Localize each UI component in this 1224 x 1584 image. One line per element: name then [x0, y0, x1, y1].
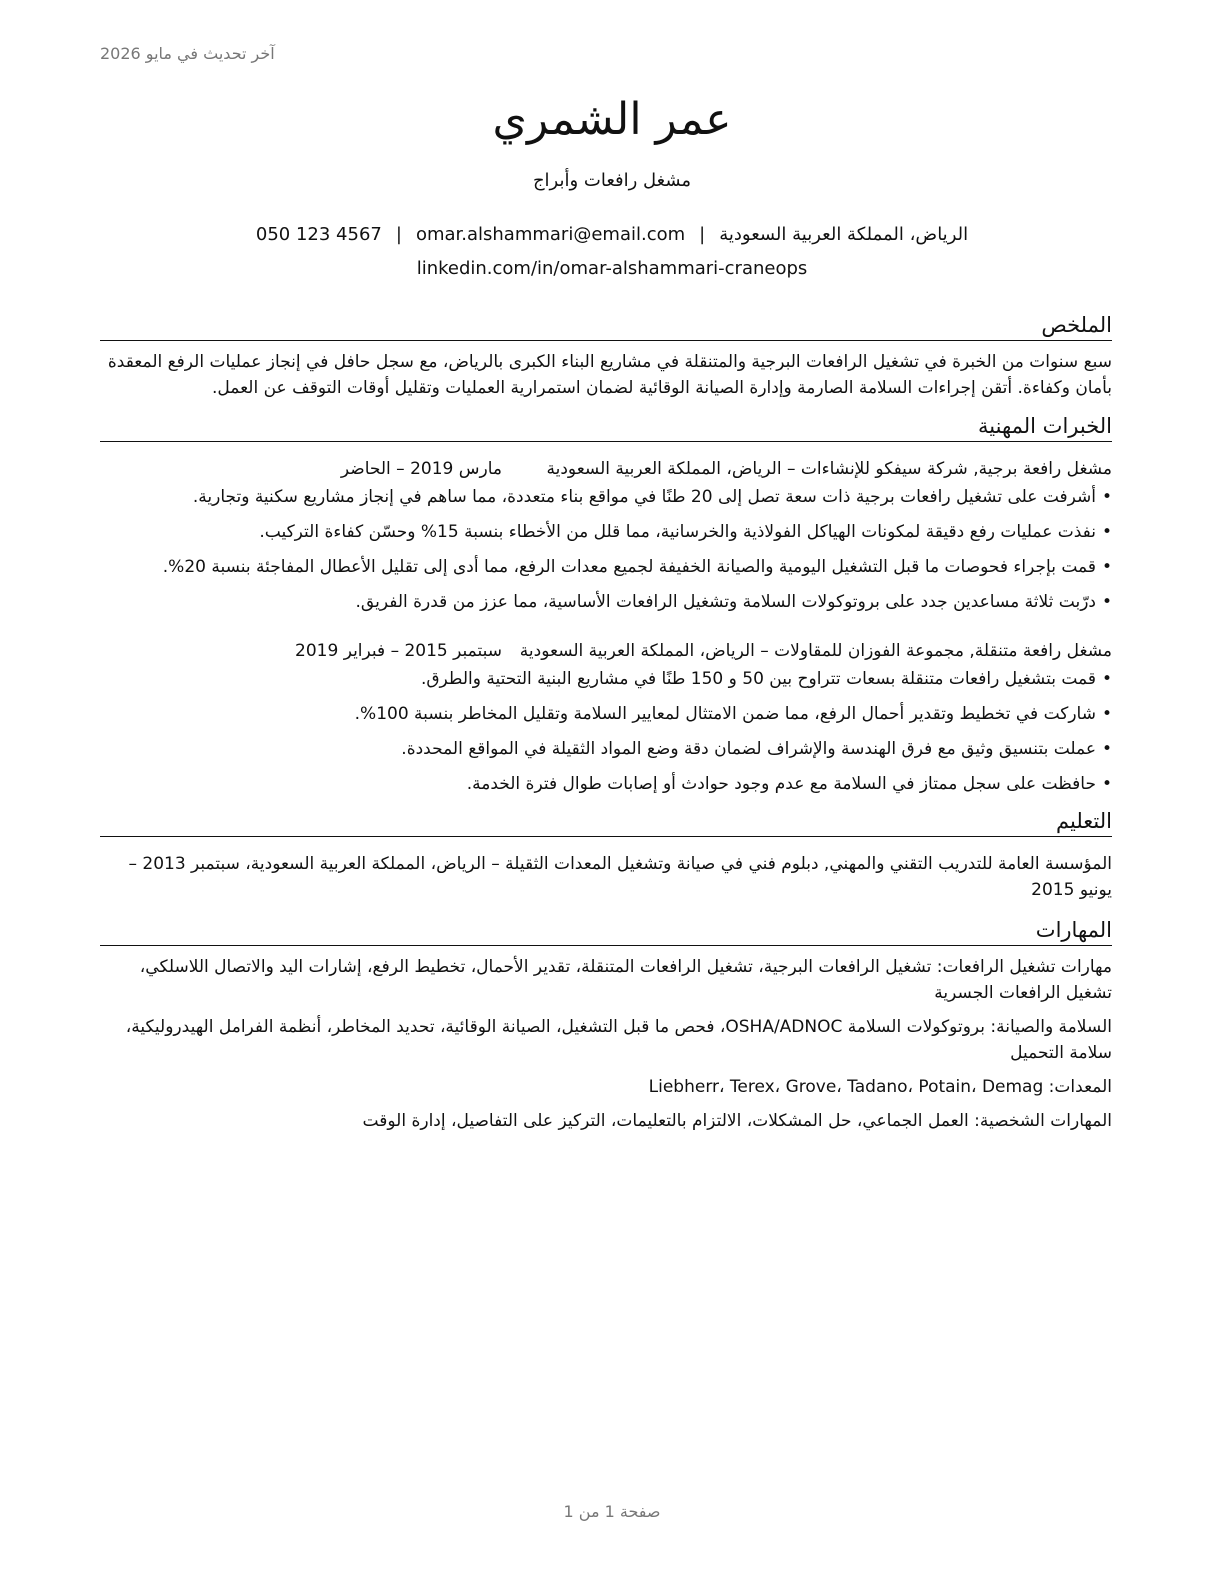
bullet-icon: •	[1101, 739, 1112, 759]
education-entry: المؤسسة العامة للتدريب التقني والمهني, دبلوم فني في صيانة وتشغيل المعدات الثقيلة – الرياض، المملكة العربية السعودية، سبتمبر 2013 – يونيو 2015	[128, 854, 1112, 900]
job-header	[100, 456, 1112, 482]
job-bullet: • نفذت عمليات رفع دقيقة لمكونات الهياكل الفولاذية والخرسانية، مما قلل من الأخطاء بنسبة 15% وحسّن كفاءة التركيب.	[100, 519, 1112, 545]
education-dates: سبتمبر 2013 – يونيو 2015	[128, 854, 1112, 900]
job-entry	[100, 456, 1112, 615]
job-bullet: • عملت بتنسيق وثيق مع فرق الهندسة والإشراف لضمان دقة وضع المواد الثقيلة في المواقع المحددة.	[100, 736, 1112, 762]
job-bullet: • قمت بإجراء فحوصات ما قبل التشغيل اليومية والصيانة الخفيفة لجميع معدات الرفع، مما أدى إلى تقليل الأعطال المفاجئة بنسبة 20%.	[100, 554, 1112, 580]
skill-line: المهارات الشخصية: العمل الجماعي، حل المشكلات، الالتزام بالتعليمات، التركيز على التفاصيل، إدارة الوقت	[362, 1111, 1112, 1131]
bullet-icon: •	[1101, 704, 1112, 724]
job-bullet: • درّبت ثلاثة مساعدين جدد على بروتوكولات السلامة وتشغيل الرافعات الأساسية، مما عزز من قدرة الفريق.	[100, 589, 1112, 615]
skill-line: السلامة والصيانة: بروتوكولات السلامة OSHA/ADNOC، فحص ما قبل التشغيل، الصيانة الوقائية، تحديد المخاطر، أنظمة الفرامل الهيدروليكية، سلامة التحميل	[125, 1017, 1112, 1063]
contact-location: الرياض، المملكة العربية السعودية	[719, 224, 969, 245]
experience-heading: الخبرات المهنية	[100, 411, 1112, 442]
bullet-icon: •	[1101, 557, 1112, 577]
resume-content	[100, 310, 1112, 1134]
job-bullets	[100, 484, 1112, 615]
skills-heading: المهارات	[100, 915, 1112, 946]
bullet-icon: •	[1101, 592, 1112, 612]
job-bullet: • شاركت في تخطيط وتقدير أحمال الرفع، مما ضمن الامتثال لمعايير السلامة وتقليل المخاطر بنسبة 100%.	[100, 701, 1112, 727]
bullet-icon: •	[1101, 669, 1112, 689]
job-role: مشغل رافعة برجية, شركة سيفكو للإنشاءات – الرياض، المملكة العربية السعودية	[546, 459, 1112, 479]
candidate-title: مشغل رافعات وأبراج	[532, 170, 692, 191]
job-bullet: • أشرفت على تشغيل رافعات برجية ذات سعة تصل إلى 20 طنًا في مواقع بناء متعددة، مما ساهم في إنجاز مشاريع سكنية وتجارية.	[100, 484, 1112, 510]
contact-separator: |	[699, 224, 706, 245]
education-text: المؤسسة العامة للتدريب التقني والمهني, دبلوم فني في صيانة وتشغيل المعدات الثقيلة – الرياض، المملكة العربية السعودية	[250, 854, 1112, 874]
bullet-icon: •	[1101, 774, 1112, 794]
job-header	[100, 638, 1112, 664]
job-entry	[100, 638, 1112, 797]
candidate-name: عمر الشمري	[492, 94, 732, 145]
contact-phone: 050 123 4567	[255, 224, 382, 245]
job-dates: مارس 2019 – الحاضر	[340, 459, 502, 479]
bullet-icon: •	[1101, 522, 1112, 542]
contact-linkedin[interactable]: linkedin.com/in/omar-alshammari-craneops	[416, 258, 808, 279]
summary-text: سبع سنوات من الخبرة في تشغيل الرافعات البرجية والمتنقلة في مشاريع البناء الكبرى بالرياض، مع سجل حافل في إنجاز عمليات الرفع المعقدة بأمان وكفاءة. أتقن إجراءات السلامة الصارمة وإدارة الصيانة الوقائية لضمان استمرارية العمليات وتقليل أوقات التوقف عن العمل.	[107, 352, 1112, 398]
contact-email[interactable]: omar.alshammari@email.com	[415, 224, 686, 245]
job-bullets	[100, 666, 1112, 797]
skill-line: المعدات: Liebherr، Terex، Grove، Tadano، Potain، Demag	[648, 1077, 1112, 1097]
page-number: صفحة 1 من 1	[563, 1502, 661, 1521]
summary-heading: الملخص	[100, 310, 1112, 341]
bullet-icon: •	[1101, 487, 1112, 507]
contact-line	[0, 224, 1224, 245]
job-role: مشغل رافعة متنقلة, مجموعة الفوزان للمقاولات – الرياض، المملكة العربية السعودية	[519, 641, 1112, 661]
contact-separator: |	[395, 224, 402, 245]
job-dates: سبتمبر 2015 – فبراير 2019	[295, 641, 502, 661]
last-updated: آخر تحديث في مايو 2026	[100, 44, 275, 63]
job-bullet: • حافظت على سجل ممتاز في السلامة مع عدم وجود حوادث أو إصابات طوال فترة الخدمة.	[100, 771, 1112, 797]
job-bullet: • قمت بتشغيل رافعات متنقلة بسعات تتراوح بين 50 و 150 طنًا في مشاريع البنية التحتية والطرق.	[100, 666, 1112, 692]
skill-line: مهارات تشغيل الرافعات: تشغيل الرافعات البرجية، تشغيل الرافعات المتنقلة، تقدير الأحمال، تخطيط الرفع، إشارات اليد والاتصال اللاسلكي، تشغيل الرافعات الجسرية	[139, 957, 1112, 1003]
education-heading: التعليم	[100, 806, 1112, 837]
